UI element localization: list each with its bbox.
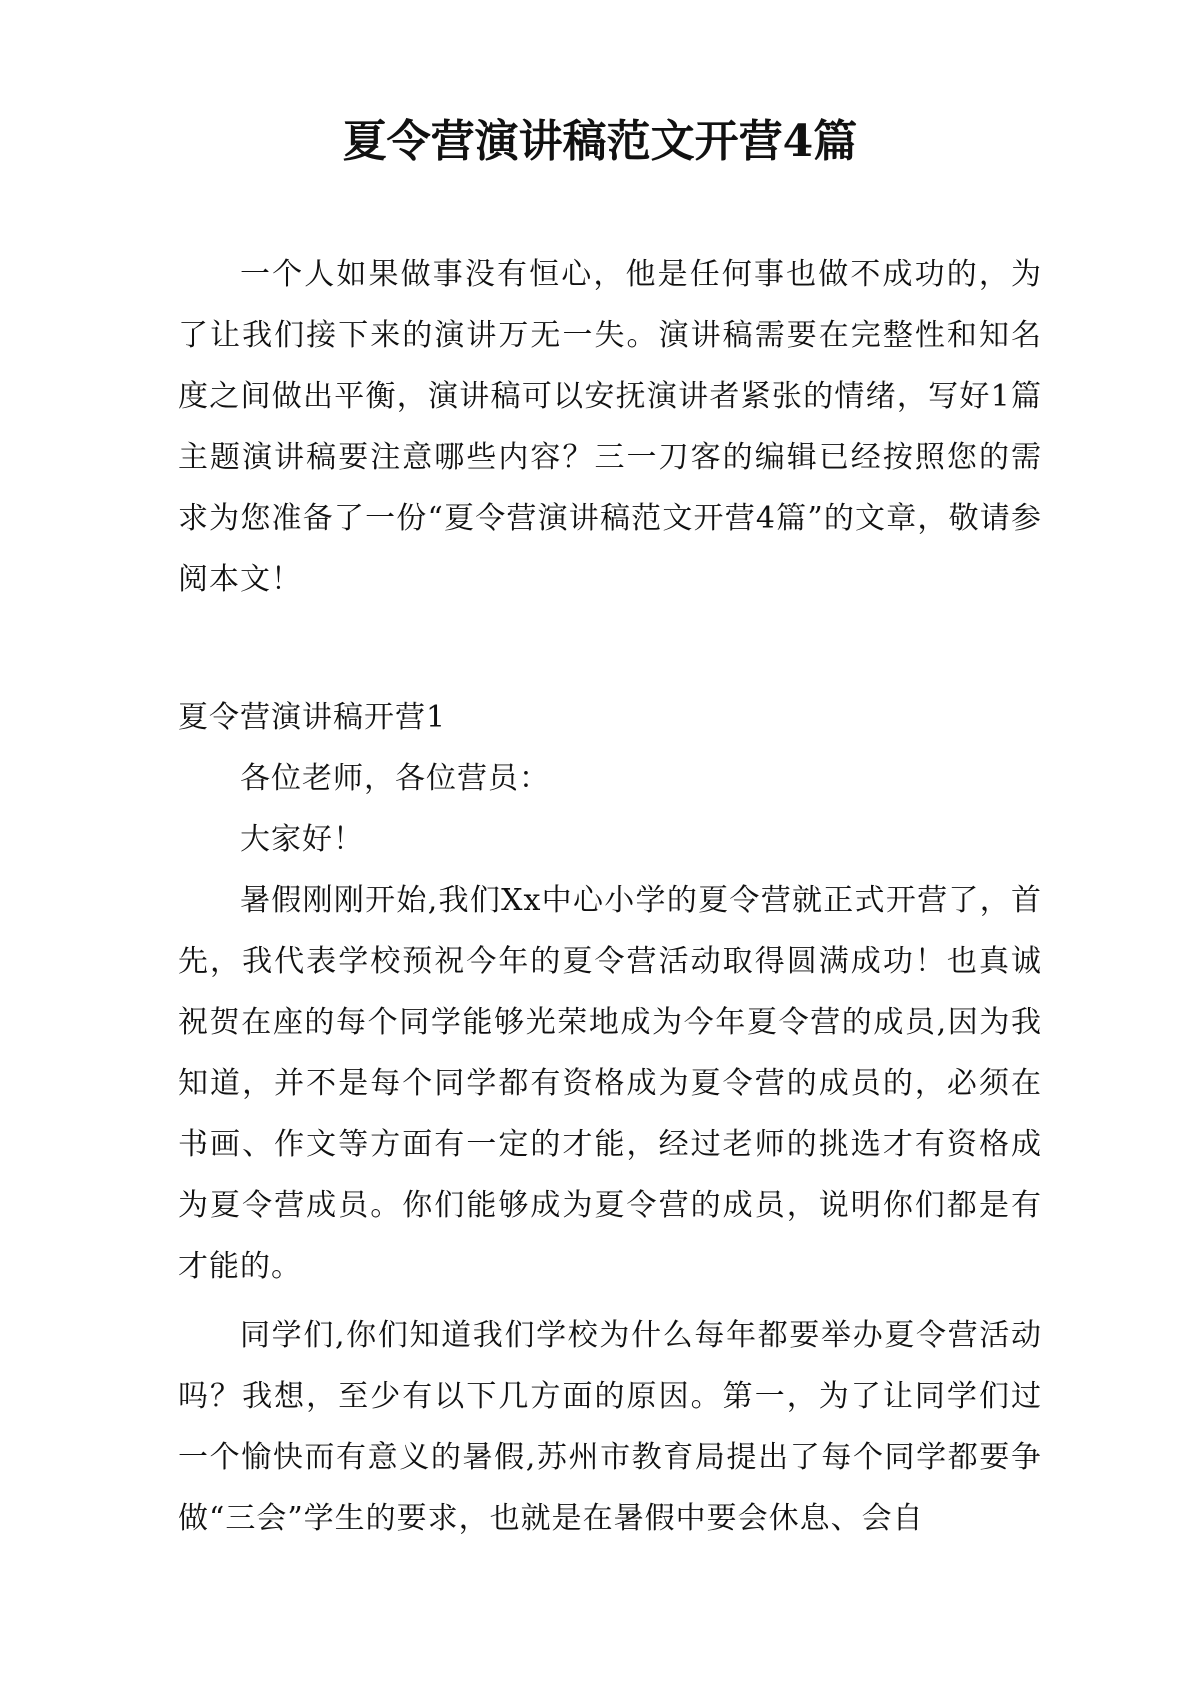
- document-title: 夏令营演讲稿范文开营4篇: [342, 116, 858, 167]
- body-paragraph: 同学们,你们知道我们学校为什么每年都要举办夏令营活动吗？我想，至少有以下几方面的原因。第一，为了让同学们过一个愉快而有意义的暑假,苏州市教育局提出了每个同学都要争做“三会”学生的要求，也就是在暑假中要会休息、会自: [178, 1318, 1042, 1536]
- speech-body: [178, 748, 1042, 1549]
- intro-paragraph: 一个人如果做事没有恒心，他是任何事也做不成功的，为了让我们接下来的演讲万无一失。演讲稿需要在完整性和知名度之间做出平衡，演讲稿可以安抚演讲者紧张的情绪，写好1篇主题演讲稿要注意哪些内容？三一刀客的编辑已经按照您的需求为您准备了一份“夏令营演讲稿范文开营4篇”的文章，敬请参阅本文！: [178, 257, 1042, 597]
- body-paragraph: 暑假刚刚开始,我们Xx中心小学的夏令营就正式开营了，首先，我代表学校预祝今年的夏令营活动取得圆满成功！也真诚祝贺在座的每个同学能够光荣地成为今年夏令营的成员,因为我知道，并不是每个同学都有资格成为夏令营的成员的，必须在书画、作文等方面有一定的才能，经过老师的挑选才有资格成为夏令营成员。你们能够成为夏令营的成员，说明你们都是有才能的。: [178, 883, 1042, 1284]
- section-heading: 夏令营演讲稿开营1: [178, 700, 447, 735]
- greeting-paragraph: 大家好！: [240, 822, 364, 857]
- salutation-paragraph: 各位老师，各位营员：: [240, 761, 550, 796]
